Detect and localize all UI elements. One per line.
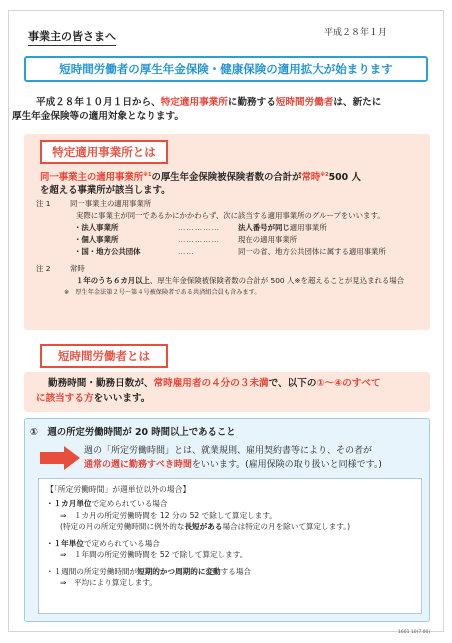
notes-block — [36, 198, 426, 299]
rule-head: ・１週間の所定労働時間が — [46, 566, 138, 576]
note-text — [36, 275, 426, 287]
fine-print: ※ 厚生年金法第２号〜第４号被保険者である共済組合員も含みます。 — [64, 289, 261, 296]
condition-1-body — [84, 444, 424, 472]
lead-highlight: ①〜④のすべて — [316, 378, 381, 389]
entity-rule: 同一の省、地方公共団体に属する適用事業所 — [238, 247, 386, 256]
condition-1-title: ① 週の所定労働時間が 20 時間以上であること — [30, 427, 236, 438]
note-label: 注 1 — [36, 199, 51, 208]
body-highlight: 通常の週に勤務すべき時間 — [84, 460, 192, 470]
part-time-definition — [36, 376, 426, 406]
section-heading-part-time: 短時間労働者とは — [40, 344, 168, 368]
leader-dots: …………… — [178, 235, 220, 244]
intro-text: 厚生年金保険等の適用対象となります。 — [12, 111, 184, 122]
entity-rule: 現在の適用事業所 — [238, 235, 298, 244]
entity-rule-bold: 法人番号が同じ — [238, 223, 290, 232]
rule-text: (特定の月の所定労働時間に例外的な — [60, 522, 185, 531]
intro-text: は、新たに — [333, 97, 382, 108]
intro-text: 平成２８年１０月１日から、 — [36, 97, 161, 108]
leader-dots: …… — [178, 247, 195, 256]
lead-text: をいいます。 — [93, 393, 151, 404]
intro-highlight-worker: 短時間労働者 — [275, 97, 334, 108]
rule-line — [46, 521, 416, 533]
entity-rule: 適用事業所 — [289, 223, 327, 232]
footnote-mark: ※2 — [320, 172, 329, 178]
rule-head-bold: ・１カ月単位 — [46, 499, 92, 508]
body-text: 週の「所定労働時間」とは、就業規則、雇用契約書等により、その者が — [84, 446, 373, 456]
lead-highlight: 常時雇用者の４分の３未満 — [153, 378, 269, 389]
body-text: をいいます。(雇用保険の取り扱いと同様です。) — [191, 460, 382, 470]
arrow-right-icon — [40, 446, 80, 470]
lead-text: 500 人 — [328, 172, 361, 184]
entity-type: ・個人事業所 — [74, 235, 119, 244]
specified-office-definition — [40, 169, 420, 197]
lead-text: 勤務時間・勤務日数が、 — [48, 378, 154, 389]
rule-line: ⇒ １カ月の所定労働時間を 12 分の 52 で除して算定します。 — [60, 510, 277, 520]
rule-line: ⇒ １年間の所定労働時間を 52 で除して算定します。 — [60, 550, 248, 559]
print-code: 1601 10(7.00) — [398, 630, 431, 635]
entity-type: ・法人事業所 — [74, 223, 119, 232]
lead-highlight: に該当する方 — [36, 393, 94, 404]
working-hours-box-title: 【「所定労働時間」が週単位以外の場合】 — [46, 485, 191, 494]
rule-group-monthly — [46, 498, 416, 533]
entity-row — [36, 222, 426, 234]
headline-banner: 短時間労働者の厚生年金保険・健康保険の適用拡大が始まります — [24, 56, 428, 82]
rule-head: で定められている場合 — [91, 499, 168, 508]
addressee: 事業主の皆さまへ — [28, 28, 116, 46]
rule-line: ⇒ 平均により算定します。 — [60, 578, 157, 587]
rule-head: で定められている場合 — [83, 538, 160, 548]
section-heading-specified-office: 特定適用事業所とは — [40, 140, 168, 164]
entity-type: ・国・地方公共団体 — [74, 247, 141, 256]
intro-highlight-office: 特定適用事業所 — [160, 97, 228, 108]
note-title: 同一事業主の適用事業所 — [70, 199, 152, 208]
lead-text: の厚生年金保険被保険者数の合計が — [151, 172, 302, 184]
lead-text: で、以下の — [268, 378, 317, 389]
rule-head-bold: ・１年単位 — [46, 538, 84, 548]
note-text: 実際に事業主が同一であるかにかかわらず、次に該当する適用事業所のグループをいいます。 — [76, 211, 385, 220]
rule-group-yearly — [46, 538, 416, 561]
rule-text: 場合は特定の月を除いて算定します。) — [222, 522, 351, 531]
note-label: 注 2 — [36, 264, 51, 273]
note-bold: １年のうち６カ月以上 — [76, 276, 150, 285]
entity-row — [36, 234, 426, 246]
intro-paragraph — [12, 96, 430, 124]
working-hours-rules — [46, 498, 416, 594]
note-title: 常時 — [70, 264, 85, 273]
entity-row — [36, 246, 426, 258]
rule-group-variable — [46, 566, 416, 589]
note-rest: 、厚生年金保険被保険者数の合計が 500 人※を超えることが見込まれる場合 — [149, 276, 405, 285]
rule-head-bold: 短期的かつ周期的に変動 — [137, 566, 221, 576]
issue-date: 平成２８年１月 — [324, 28, 388, 38]
footnote-mark: ※1 — [143, 172, 152, 178]
lead-highlight: 常時 — [301, 172, 321, 184]
lead-text: を超える事業所が該当します。 — [40, 185, 171, 197]
lead-highlight: 同一事業主の適用事業所 — [40, 172, 144, 184]
intro-text: に勤務する — [227, 97, 276, 108]
rule-head: する場合 — [220, 566, 252, 576]
leader-dots: …………… — [178, 223, 220, 232]
rule-bold: 長短がある — [184, 522, 223, 531]
